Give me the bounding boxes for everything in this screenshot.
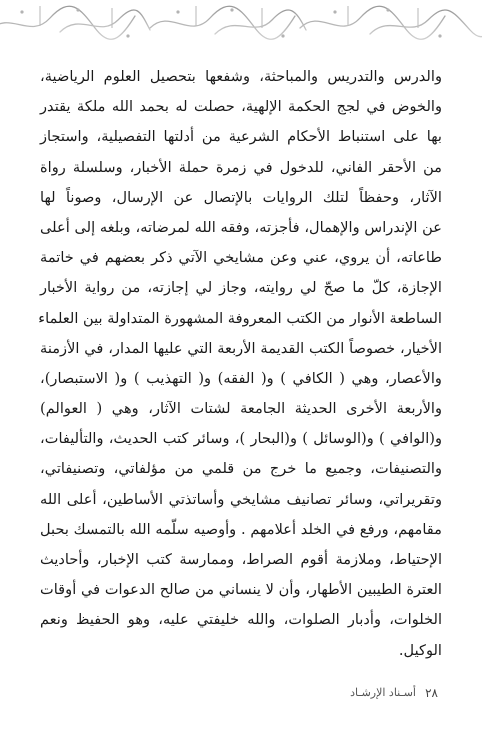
- text-line: بها على استنباط الأحكام الشرعية من أدلتها التفصيلية، واستجاز: [40, 128, 442, 146]
- text-line: الأخيار، خصوصاً الكتب القديمة الأربعة التي عليها المدار، في الأزمنة: [40, 339, 442, 357]
- text-line: وتقريراتي، وسائر تصانيف مشايخي وأساتذتي الأساطين، أعلى الله: [40, 490, 442, 508]
- text-line: والأربعة الأخرى الحديثة الجامعة لشتات الآثار، وهي ( العوالم): [40, 400, 442, 418]
- main-text-block: [40, 62, 442, 666]
- decorative-header-band: [0, 0, 482, 46]
- text-line: والخوض في لجج الحكمة الإلهية، حصلت له بحمد الله ملكة يقتدر: [40, 98, 442, 116]
- text-line: الوكيل.: [398, 641, 442, 659]
- text-line: الإجازة، كلّ ما صحّ لي روايته، وجاز لي إجازته، من رواية الأخبار: [40, 279, 442, 297]
- text-line: عن الإندراس والإهمال، فأجزته، وفقه الله لمرضاته، وبلغه إلى أعلى: [40, 218, 442, 236]
- text-line: من الأحقر الفاني، للدخول في زمرة حملة الأخبار، وسلسلة رواة: [40, 158, 442, 176]
- text-line: الساطعة الأنوار من الكتب المعروفة المشهورة المتداولة بين العلماء: [38, 309, 442, 327]
- text-line: مقامهم، ورفع في الخلد أعلامهم . وأوصيه سلّمه الله بالتمسك بحبل: [40, 520, 442, 538]
- text-line: و(الوافي ) و(الوسائل ) و(البحار )، وسائر كتب الحديث، والتأليفات،: [40, 430, 442, 448]
- text-line: والتصنيفات، وجميع ما خرج من قلمي من مؤلفاتي، وتصنيفاتي،: [40, 460, 442, 478]
- text-line: والأعصار، وهي ( الكافي ) و( الفقه) و( التهذيب ) و( الاستبصار)،: [40, 369, 442, 387]
- text-line: الآثار، وحفظاً لتلك الروايات بالإتصال عن الإرسال، وصوناً لها: [40, 188, 442, 206]
- calligraphy-ornament: [0, 0, 482, 46]
- running-title: أسـناد الإرشـاد: [350, 686, 416, 699]
- text-line: طاعاته، أن يروي، عني وعن مشايخي الآتي ذكر بعضهم في خاتمة: [40, 249, 442, 267]
- page-number: ٢٨: [425, 686, 438, 700]
- text-line: العترة الطيبين الأطهار، وأن لا ينساني من صالح الدعوات في أوقات: [40, 581, 442, 599]
- text-line: والدرس والتدريس والمباحثة، وشفعها بتحصيل العلوم الرياضية،: [40, 68, 442, 85]
- page-footer: [0, 686, 482, 706]
- text-line: الإحتياط، وملازمة أقوم الصراط، وممارسة كتب الإخبار، وأحاديث: [40, 551, 442, 568]
- text-line: الخلوات، وأدبار الصلوات، والله خليفتي عليه، وهو الحفيظ ونعم: [40, 611, 442, 629]
